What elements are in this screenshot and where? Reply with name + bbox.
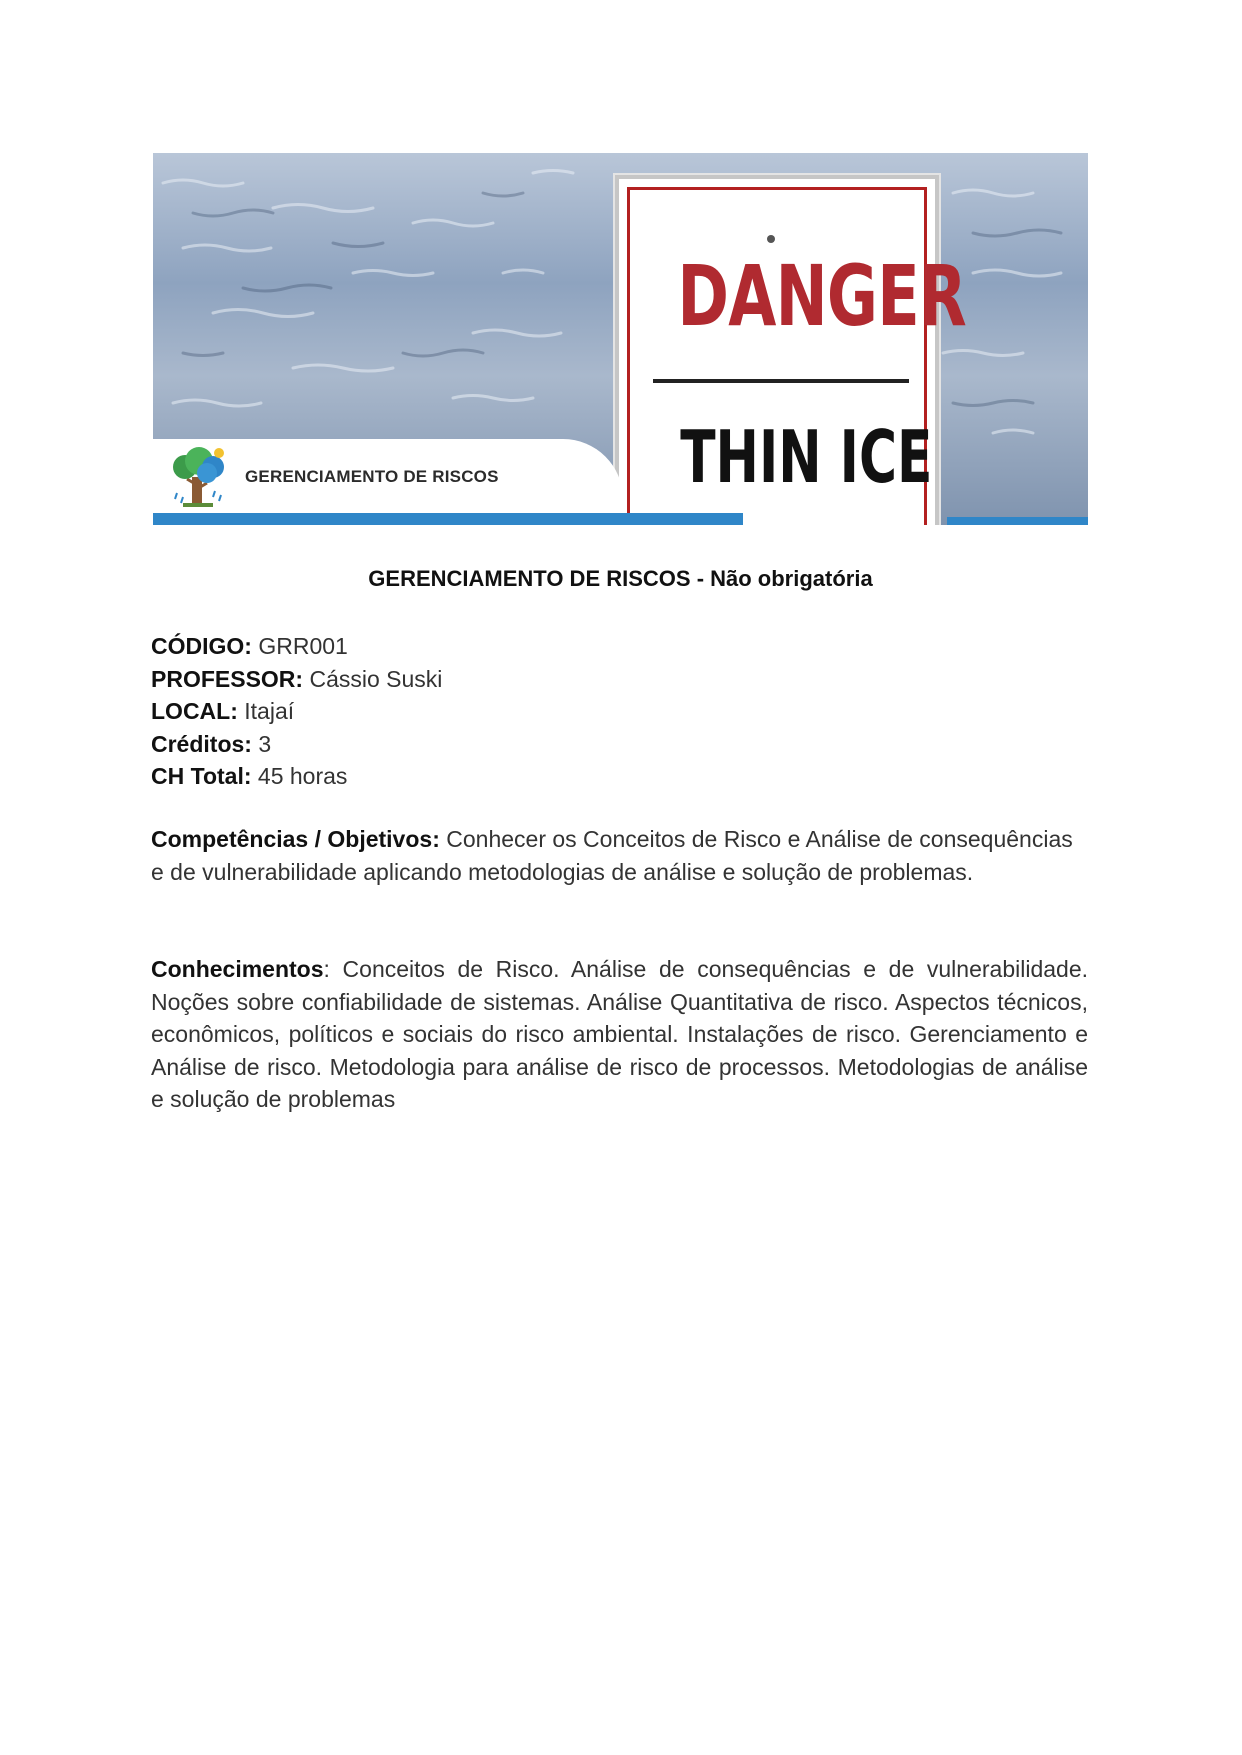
course-metadata	[151, 630, 442, 793]
conhecimentos-paragraph	[151, 953, 1088, 1116]
danger-sign	[615, 175, 967, 525]
conhecimentos-label: Conhecimentos	[151, 956, 324, 982]
meta-row-professor: PROFESSOR: Cássio Suski	[151, 665, 443, 692]
tree-cloud-icon	[169, 443, 229, 509]
banner-accent-bar	[153, 513, 743, 525]
competencias-label: Competências / Objetivos:	[151, 826, 440, 852]
course-tag	[153, 439, 623, 515]
banner-accent-bar-right	[947, 517, 1088, 525]
meta-row-local: LOCAL: Itajaí	[151, 698, 295, 724]
sign-thin-ice-text: THIN ICE	[680, 415, 933, 499]
page-title: GERENCIAMENTO DE RISCOS - Não obrigatória	[368, 566, 873, 591]
meta-row-codigo: CÓDIGO: GRR001	[151, 633, 348, 659]
competencias-text: Conhecer os Conceitos de Risco e Análise de consequências e de vulnerabilidade aplicando metodologias de análise e solução de problemas.	[151, 826, 1073, 885]
competencias-paragraph	[151, 823, 1088, 888]
sign-underline	[653, 379, 909, 383]
meta-row-ch-total: CH Total: 45 horas	[151, 763, 348, 789]
course-banner	[153, 153, 1088, 525]
course-tag-title: GERENCIAMENTO DE RISCOS	[245, 467, 499, 486]
meta-row-creditos: Créditos: 3	[151, 730, 272, 757]
conhecimentos-text: : Conceitos de Risco. Análise de consequências e de vulnerabilidade. Noções sobre confiabilidade de sistemas. Análise Quantitativa de risco. Aspectos técnicos, econômicos, políticos e sociais do risco ambiental. Instalações de risco. Gerenciamento e Análise de risco. Metodologia para análise de risco de processos. Metodologias de análise e solução de problemas	[151, 956, 1088, 1112]
sign-danger-text: DANGER	[677, 247, 967, 345]
sign-bolt	[767, 235, 775, 243]
